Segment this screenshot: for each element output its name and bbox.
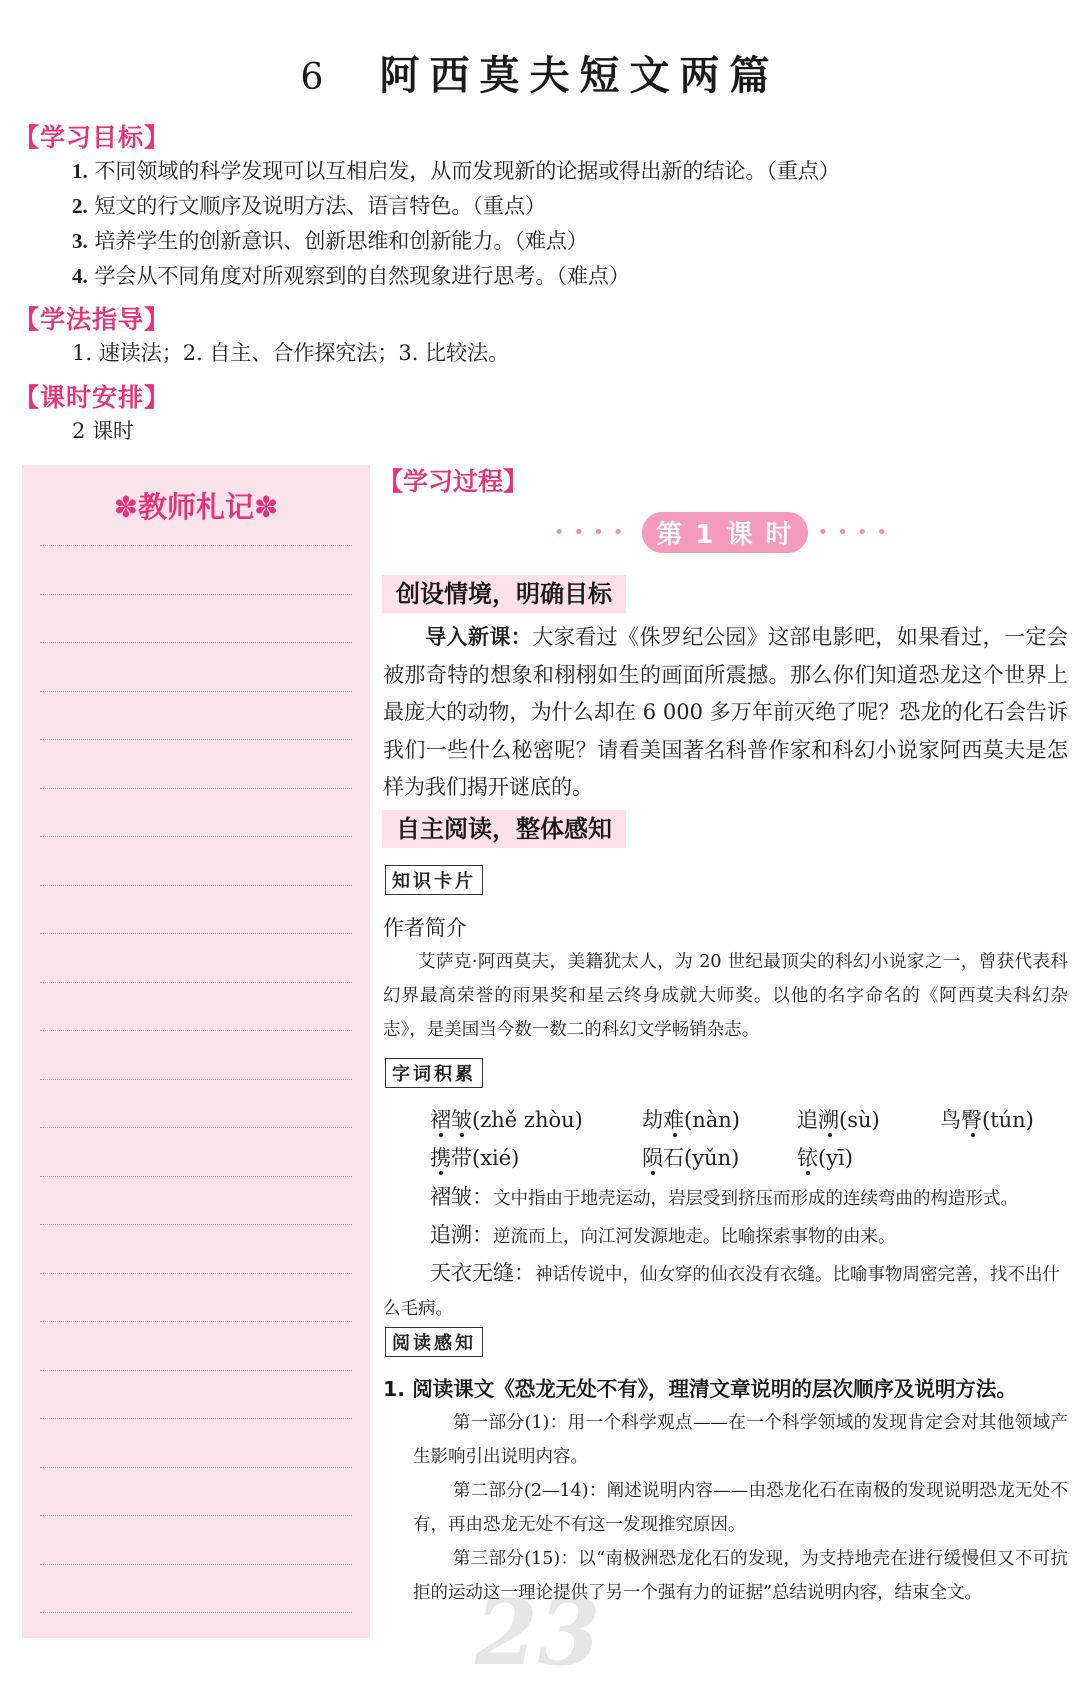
- reading-tag: 阅读感知: [385, 1327, 483, 1357]
- vocab-word: 携带(xié): [430, 1146, 520, 1170]
- emphasis-dot: [439, 1171, 443, 1175]
- question-1: 1. 阅读课文《恐龙无处不有》，理清文章说明的层次顺序及说明方法。: [383, 1377, 1017, 1401]
- notes-rule-line: [40, 1370, 352, 1371]
- notes-rule-line: [40, 1515, 352, 1516]
- goal-item: 3. 培养学生的创新意识、创新思维和创新能力。（难点）: [72, 229, 588, 253]
- page-title: [0, 44, 1080, 101]
- notes-rule-line: [40, 1418, 352, 1419]
- notes-rule-line: [40, 1030, 352, 1031]
- vocab-tag: 字词积累: [385, 1058, 483, 1088]
- part-summary: 第二部分(2—14)：阐述说明内容——由恐龙化石在南极的发现说明恐龙无处不有，再由恐龙无处不有这一发现推究原因。: [413, 1481, 1068, 1535]
- emphasis-dot: [673, 1133, 677, 1137]
- decor-dots: ••••: [553, 521, 633, 543]
- lesson-label: 第 1 课 时: [642, 512, 807, 553]
- author-heading: 作者简介: [383, 916, 467, 940]
- goal-item: 2. 短文的行文顺序及说明方法、语言特色。（重点）: [72, 194, 546, 218]
- schedule-heading: 【课时安排】: [14, 383, 171, 412]
- notes-rule-line: [40, 1467, 352, 1468]
- decor-dots: ••••: [817, 521, 897, 543]
- process-heading: 【学习过程】: [378, 467, 529, 496]
- part-summary: 第三部分(15)：以“南极洲恐龙化石的发现，为支持地壳在进行缓慢但又不可抗拒的运动这一理论提供了另一个强有力的证据”总结说明内容，结束全文。: [413, 1549, 1068, 1603]
- notes-rule-line: [40, 1176, 352, 1177]
- emphasis-dot: [651, 1171, 655, 1175]
- notes-rule-line: [40, 1127, 352, 1128]
- schedule-text: 2 课时: [72, 419, 135, 443]
- emphasis-dot: [971, 1133, 975, 1137]
- notes-rule-line: [40, 1321, 352, 1322]
- page-number: 23: [475, 1580, 601, 1686]
- vocab-word: 褶皱(zhě zhòu): [430, 1108, 583, 1132]
- notes-rule-line: [40, 691, 352, 692]
- notes-rule-line: [40, 1079, 352, 1080]
- notes-rule-line: [40, 594, 352, 595]
- vocab-word: 劫难(nàn): [642, 1108, 740, 1132]
- notes-rule-line: [40, 1224, 352, 1225]
- intro-paragraph: 导入新课：大家看过《侏罗纪公园》这部电影吧，如果看过，一定会被那奇特的想象和栩栩如生的画面所震撼。那么你们知道恐龙这个世界上最庞大的动物，为什么却在 6 000 多万年前灭绝了呢？恐龙的化石会告诉我们一些什么秘密呢？请看美国著名科普作家和科幻小说家阿西莫夫是怎样为我们揭开谜底的。: [383, 625, 1069, 799]
- emphasis-dot: [828, 1133, 832, 1137]
- notes-rule-line: [40, 982, 352, 983]
- goal-item: 1. 不同领域的科学发现可以互相启发，从而发现新的论据或得出新的结论。（重点）: [72, 159, 840, 183]
- vocab-word: 铱(yī): [797, 1146, 853, 1170]
- definition: 追溯：逆流而上，向江河发源地走。比喻探索事物的由来。: [430, 1223, 896, 1247]
- knowledge-card-tag: 知识卡片: [385, 865, 483, 895]
- notes-rule-line: [40, 836, 352, 837]
- goal-item: 4. 学会从不同角度对所观察到的自然现象进行思考。（难点）: [72, 264, 630, 288]
- notes-rule-line: [40, 788, 352, 789]
- notes-rule-line: [40, 1273, 352, 1274]
- author-intro: 艾萨克·阿西莫夫，美籍犹太人，为 20 世纪最顶尖的科幻小说家之一，曾获代表科幻界最高荣誉的雨果奖和星云终身成就大师奖。以他的名字命名的《阿西莫夫科幻杂志》，是美国当今数一数二的科幻文学畅销杂志。: [383, 952, 1068, 1040]
- notes-rule-line: [40, 885, 352, 886]
- notes-rule-line: [40, 642, 352, 643]
- vocab-word: 陨石(yǔn): [642, 1146, 740, 1170]
- goals-heading: 【学习目标】: [14, 123, 171, 152]
- vocab-word: 追溯(sù): [797, 1108, 880, 1132]
- emphasis-dot: [806, 1171, 810, 1175]
- emphasis-dot: [460, 1133, 464, 1137]
- definition: 天衣无缝：神话传说中，仙女穿的仙衣没有衣缝。比喻事物周密完善，找不出什么毛病。: [383, 1261, 1060, 1319]
- notes-rule-line: [40, 739, 352, 740]
- title-text: 阿西莫夫短文两篇: [379, 52, 780, 99]
- lesson-number: 6: [300, 57, 334, 98]
- notes-title: ✽教师札记✽: [113, 490, 279, 524]
- emphasis-dot: [439, 1133, 443, 1137]
- method-text: 1. 速读法；2. 自主、合作探究法；3. 比较法。: [72, 341, 510, 365]
- lesson-banner: [380, 512, 1070, 552]
- notes-rule-line: [40, 933, 352, 934]
- section-band: 自主阅读，整体感知: [382, 810, 626, 848]
- notes-rule-line: [40, 545, 352, 546]
- teacher-notes-panel[interactable]: [22, 465, 370, 1638]
- notes-rule-line: [40, 1612, 352, 1613]
- vocab-word: 鸟臀(tún): [940, 1108, 1034, 1132]
- definition: 褶皱：文中指由于地壳运动，岩层受到挤压而形成的连续弯曲的构造形式。: [430, 1185, 1018, 1209]
- section-band: 创设情境，明确目标: [382, 575, 626, 613]
- notes-rule-line: [40, 1564, 352, 1565]
- part-summary: 第一部分(1)：用一个科学观点——在一个科学领域的发现肯定会对其他领域产生影响引出说明内容。: [413, 1413, 1068, 1467]
- method-heading: 【学法指导】: [14, 305, 171, 334]
